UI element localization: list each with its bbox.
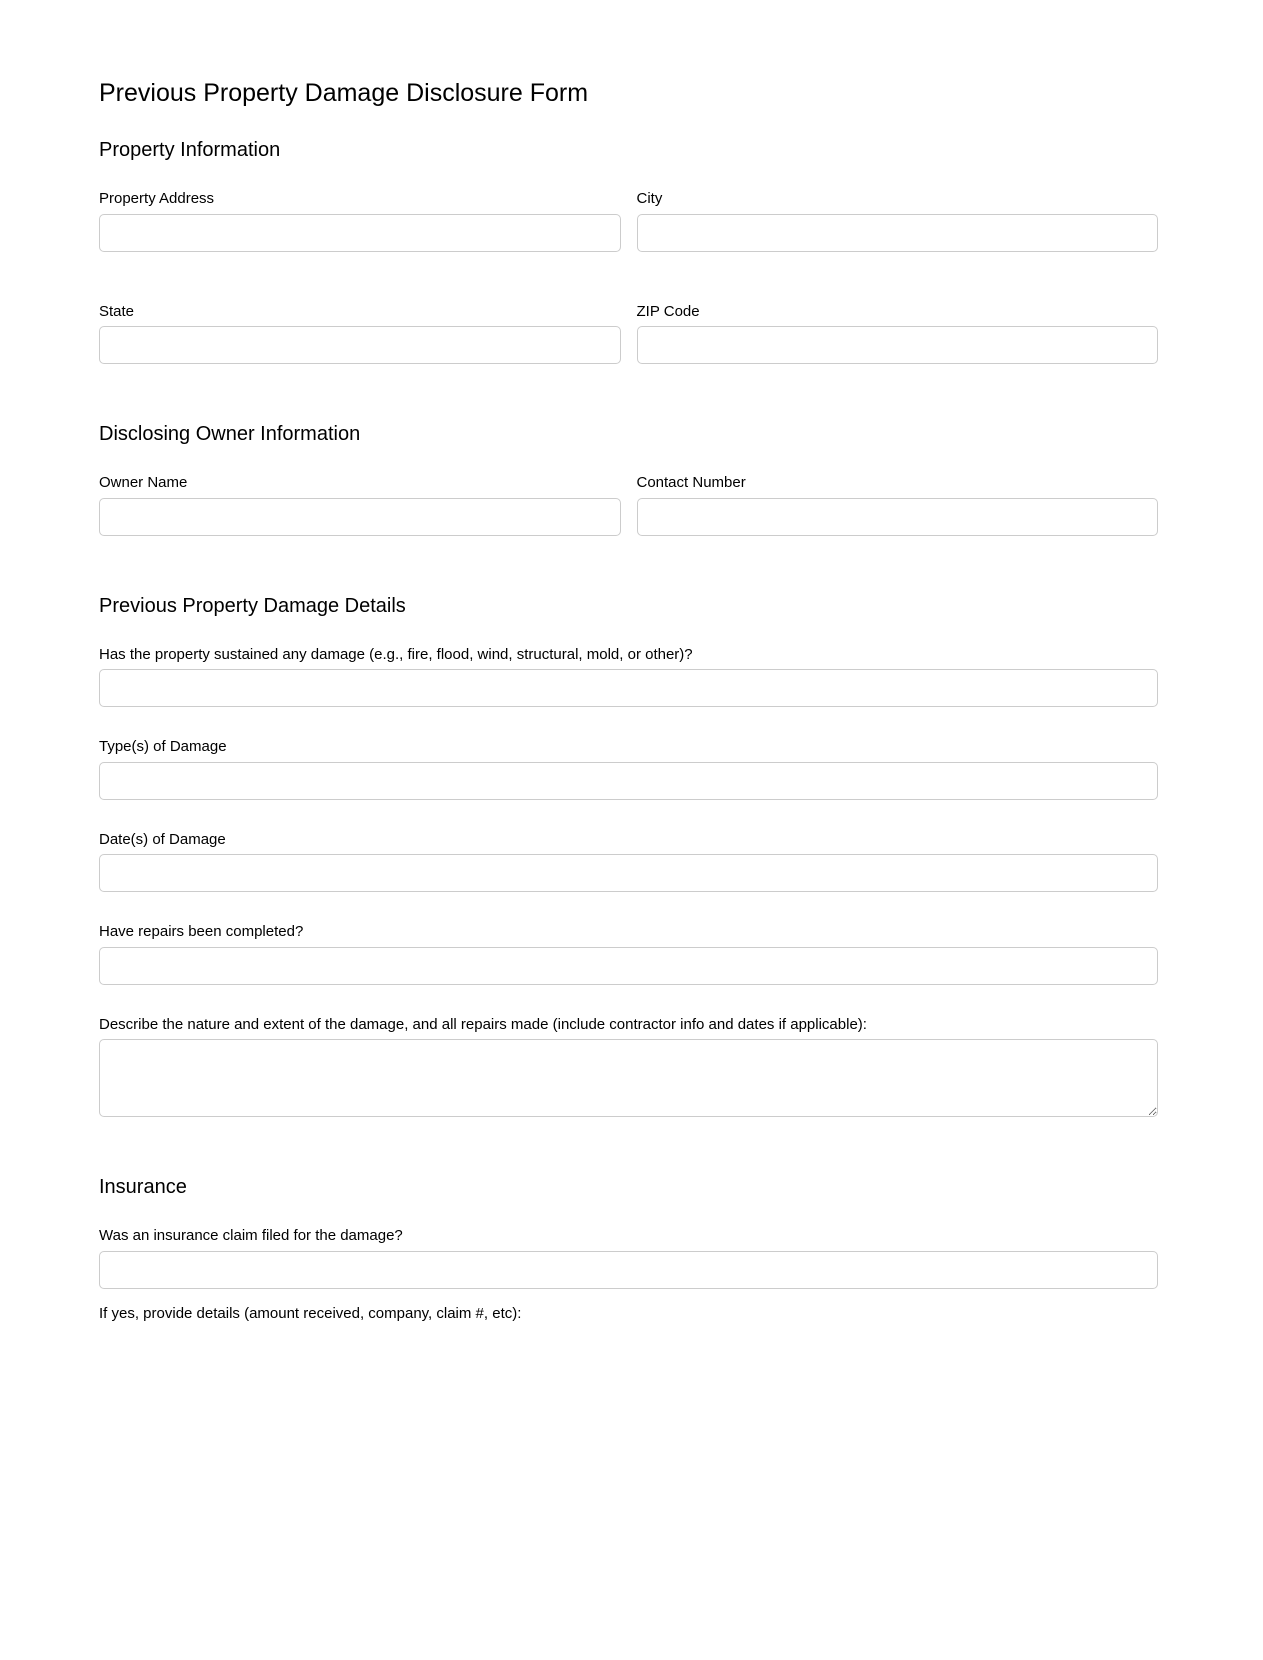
city-field	[637, 189, 1159, 252]
damage-description-textarea[interactable]	[99, 1039, 1158, 1117]
owner-name-field	[99, 473, 621, 536]
property-address-input[interactable]	[99, 214, 621, 252]
property-information-heading: Property Information	[99, 139, 281, 161]
owner-fields-grid	[99, 473, 1158, 536]
zip-code-input[interactable]	[637, 326, 1159, 364]
damage-types-field	[99, 737, 1158, 800]
state-input[interactable]	[99, 326, 621, 364]
insurance-claim-filed-field	[99, 1226, 1158, 1289]
contact-number-field	[637, 473, 1159, 536]
property-address-label: Property Address	[99, 190, 215, 207]
section-property-information	[99, 138, 1158, 364]
damage-dates-label: Date(s) of Damage	[99, 830, 226, 848]
state-field	[99, 302, 621, 365]
damage-types-label: Type(s) of Damage	[99, 738, 227, 755]
repairs-completed-field	[99, 922, 1158, 985]
damage-dates-field	[99, 830, 1158, 893]
damage-description-label: Describe the nature and extent of the damage, and all repairs made (include contractor info and dates if applicable):	[99, 1015, 867, 1033]
insurance-claim-filed-input[interactable]	[99, 1251, 1158, 1289]
insurance-heading: Insurance	[99, 1176, 187, 1198]
damage-details-heading: Previous Property Damage Details	[99, 594, 406, 617]
state-label: State	[99, 302, 135, 320]
disclosing-owner-heading: Disclosing Owner Information	[99, 423, 361, 445]
zip-code-label: ZIP Code	[636, 302, 700, 320]
damage-sustained-field	[99, 645, 1158, 708]
insurance-claim-filed-label: Was an insurance claim filed for the damage?	[99, 1227, 403, 1244]
page-title: Previous Property Damage Disclosure Form	[99, 79, 589, 107]
property-address-field	[99, 189, 621, 252]
damage-dates-input[interactable]	[99, 854, 1158, 892]
city-label: City	[636, 190, 663, 207]
section-disclosing-owner	[99, 422, 1158, 536]
owner-name-input[interactable]	[99, 498, 621, 536]
damage-sustained-label: Has the property sustained any damage (e.g., fire, flood, wind, structural, mold, or other)?	[99, 645, 693, 663]
damage-description-field	[99, 1015, 1158, 1118]
repairs-completed-label: Have repairs been completed?	[99, 923, 304, 940]
disclosure-form	[99, 0, 1158, 1323]
zip-code-field	[637, 302, 1159, 365]
city-input[interactable]	[637, 214, 1159, 252]
owner-name-label: Owner Name	[99, 474, 188, 491]
repairs-completed-input[interactable]	[99, 947, 1158, 985]
damage-sustained-input[interactable]	[99, 669, 1158, 707]
contact-number-input[interactable]	[637, 498, 1159, 536]
insurance-claim-details-label: If yes, provide details (amount received, company, claim #, etc):	[99, 1304, 522, 1322]
section-damage-details	[99, 594, 1158, 1118]
damage-types-input[interactable]	[99, 762, 1158, 800]
contact-number-label: Contact Number	[636, 474, 746, 491]
property-fields-grid	[99, 189, 1158, 364]
section-insurance	[99, 1175, 1158, 1323]
